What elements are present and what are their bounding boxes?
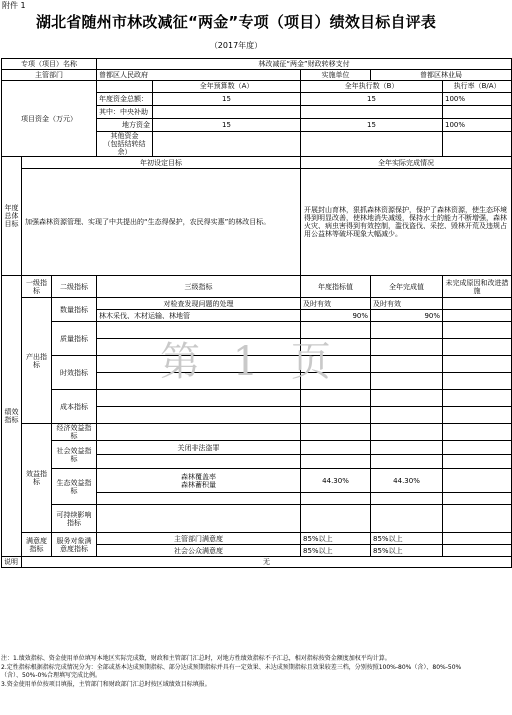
funds-row-other-main: 其他资金 <box>110 132 139 140</box>
dept-label: 主管部门 <box>2 70 97 81</box>
goals-col-set: 年初设定目标 <box>22 157 301 169</box>
empty-cell <box>371 493 443 505</box>
empty-cell <box>301 322 371 339</box>
funds-col-exec: 全年执行数（B） <box>301 81 443 93</box>
cost-indicators-label: 成本指标 <box>52 390 97 424</box>
notes <box>1 655 471 690</box>
annex-label: 附件 1 <box>2 1 26 10</box>
eco-reason <box>443 469 512 493</box>
funds-total-a: 15 <box>153 93 301 106</box>
note-3: 3.资金使用单位按项目填报，主管部门和财政部门汇总时按区域绩效目标填报。 <box>1 681 211 689</box>
impl-label: 实施单位 <box>301 70 371 81</box>
empty-cell <box>371 407 443 424</box>
satisfaction-indicators-label: 满意度指标 <box>22 533 52 557</box>
empty-cell <box>371 424 443 441</box>
note-1: 注：1.绩效指标、资金使用单位填写本地区实际完成数，财政和主管部门汇总时，对地方性绩效指标不予汇总，相对指标按资金额度加权平均计算。 <box>1 655 391 662</box>
satisfaction-row1-target: 85%以上 <box>301 533 371 545</box>
empty-cell <box>301 424 371 441</box>
evaluation-table <box>1 58 512 568</box>
quantity-indicators-label: 数量指标 <box>52 298 97 322</box>
empty-cell <box>443 455 512 469</box>
empty-cell <box>301 493 371 505</box>
funds-local-rate: 100% <box>443 119 512 132</box>
social-indicators-label: 社会效益指标 <box>52 441 97 469</box>
eco-actual: 44.30% <box>371 469 443 493</box>
col-level3: 三级指标 <box>97 276 301 298</box>
indicators-section-label: 绩效指标 <box>2 276 22 557</box>
eco-level3-coverage: 森林覆盖率 <box>181 472 217 481</box>
col-reason: 未完成原因和改进措施 <box>443 276 512 298</box>
goals-col-actual: 全年实际完成情况 <box>301 157 512 169</box>
funds-col-rate: 执行率（B/A） <box>443 81 512 93</box>
empty-cell <box>97 373 301 390</box>
satisfaction-row2-target: 85%以上 <box>301 545 371 557</box>
remark-value: 无 <box>22 557 512 568</box>
funds-row-local: 地方资金 <box>97 119 153 132</box>
empty-cell <box>371 441 443 455</box>
funds-row-total: 年度资金总额： <box>97 93 153 106</box>
empty-cell <box>301 505 371 533</box>
empty-cell <box>443 407 512 424</box>
empty-cell <box>371 373 443 390</box>
quality-indicators-label: 质量指标 <box>52 322 97 356</box>
quantity-row1-reason <box>443 298 512 310</box>
quantity-row2-actual: 90% <box>371 310 443 322</box>
funds-total-b: 15 <box>301 93 443 106</box>
funds-col-budget: 全年预算数（A） <box>153 81 301 93</box>
empty-cell <box>301 441 371 455</box>
empty-cell <box>97 493 301 505</box>
funds-local-b: 15 <box>301 119 443 132</box>
empty-cell <box>443 373 512 390</box>
goals-set-text: 加强森林资源管理、实现了中共提出的“生态得保护，农民得实惠”的林改目标。 <box>22 169 301 276</box>
satisfaction-row1-reason <box>443 533 512 545</box>
satisfaction-row2-level3: 社会公众满意度 <box>97 545 301 557</box>
satisfaction-row1-level3: 主管部门满意度 <box>97 533 301 545</box>
goals-section-label: 年度总体目标 <box>2 157 22 276</box>
empty-cell <box>97 322 301 339</box>
quantity-row1-target: 及时有效 <box>301 298 371 310</box>
project-name-value: 林改减征“两金”财政转移支付 <box>97 59 512 70</box>
social-level3: 关闭非法盗罪 <box>97 441 301 455</box>
funds-row-other <box>97 132 153 157</box>
col-level1: 一级指标 <box>22 276 52 298</box>
col-actual: 全年完成值 <box>371 276 443 298</box>
funds-total-rate: 100% <box>443 93 512 106</box>
quantity-row1-level3: 对检查发现问题的处理 <box>97 298 301 310</box>
satisfaction-row1-actual: 85%以上 <box>371 533 443 545</box>
sustain-indicators-label: 可持续影响指标 <box>52 505 97 533</box>
empty-cell <box>97 356 301 373</box>
empty-cell <box>371 356 443 373</box>
note-2: 2.定性指标根据指标完成情况分为：全部或基本达成预期指标、部分达成预期指标并具有一定效果、未达成预期指标且效果较差三档，分别按照100%-80%（含）、80%-50%（含）、50%-0%合理填写完成比例。 <box>1 663 462 680</box>
quantity-row2-target: 90% <box>301 310 371 322</box>
dept-value: 曾都区人民政府 <box>97 70 301 81</box>
remark-label: 说明 <box>2 557 22 568</box>
empty-cell <box>301 455 371 469</box>
econ-indicators-label: 经济效益指标 <box>52 424 97 441</box>
empty-cell <box>97 505 301 533</box>
empty-cell <box>443 441 512 455</box>
empty-cell <box>97 339 301 356</box>
empty-cell <box>97 455 301 469</box>
empty-cell <box>443 339 512 356</box>
satisfaction-row2-actual: 85%以上 <box>371 545 443 557</box>
empty-cell <box>301 373 371 390</box>
funds-other-rate <box>443 132 512 157</box>
funds-central-b <box>301 106 443 119</box>
col-target: 年度指标值 <box>301 276 371 298</box>
quantity-row1-actual: 及时有效 <box>371 298 443 310</box>
empty-cell <box>371 339 443 356</box>
empty-cell <box>371 322 443 339</box>
funds-other-a <box>153 132 301 157</box>
empty-cell <box>443 493 512 505</box>
funds-header-blank <box>97 81 153 93</box>
eco-indicators-label: 生态效益指标 <box>52 469 97 505</box>
empty-cell <box>371 505 443 533</box>
benefit-indicators-label: 效益指标 <box>22 424 52 533</box>
empty-cell <box>301 339 371 356</box>
funds-other-b <box>301 132 443 157</box>
empty-cell <box>443 390 512 407</box>
output-indicators-label: 产出指标 <box>22 298 52 424</box>
empty-cell <box>97 424 301 441</box>
empty-cell <box>443 356 512 373</box>
empty-cell <box>301 407 371 424</box>
funds-central-rate <box>443 106 512 119</box>
quantity-row2-level3: 林木采伐、木材运输、林地管 <box>97 310 301 322</box>
page-title: 湖北省随州市林改减征“两金”专项（项目）绩效目标自评表 <box>35 13 437 31</box>
empty-cell <box>443 505 512 533</box>
satisfaction-row2-reason <box>443 545 512 557</box>
project-name-label: 专项（项目）名称 <box>2 59 97 70</box>
empty-cell <box>443 424 512 441</box>
eco-target: 44.30% <box>301 469 371 493</box>
page-watermark: 第 1 页 <box>160 339 341 385</box>
funds-row-central: 其中：中央补助 <box>97 106 153 119</box>
eco-level3 <box>97 469 301 493</box>
funds-row-other-sub: （包括结转结余） <box>103 140 146 157</box>
empty-cell <box>443 322 512 339</box>
empty-cell <box>97 407 301 424</box>
empty-cell <box>301 390 371 407</box>
goals-actual-text: 开展封山育林，狠抓森林资源保护，保护了森林资源，使生态环境得到明显改善，使林地消失减缓，保持水土的能力不断增强，森林火灾、病虫害得到有效控制，滥伐盗伐、采挖、毁林开荒及违规占用公益林等破坏现象大幅减少。 <box>301 169 512 276</box>
funds-local-a: 15 <box>153 119 301 132</box>
year-label: （2017年度） <box>209 41 263 50</box>
timeliness-indicators-label: 时效指标 <box>52 356 97 390</box>
empty-cell <box>371 390 443 407</box>
quantity-row2-reason <box>443 310 512 322</box>
empty-cell <box>371 455 443 469</box>
funds-central-a <box>153 106 301 119</box>
empty-cell <box>97 390 301 407</box>
funds-section-label: 项目资金（万元） <box>2 81 97 157</box>
service-satisfaction-label: 服务对象满意度指标 <box>52 533 97 557</box>
col-level2: 二级指标 <box>52 276 97 298</box>
impl-value: 曾都区林业局 <box>371 70 512 81</box>
eco-level3-volume: 森林蓄积量 <box>181 480 217 489</box>
empty-cell <box>301 356 371 373</box>
